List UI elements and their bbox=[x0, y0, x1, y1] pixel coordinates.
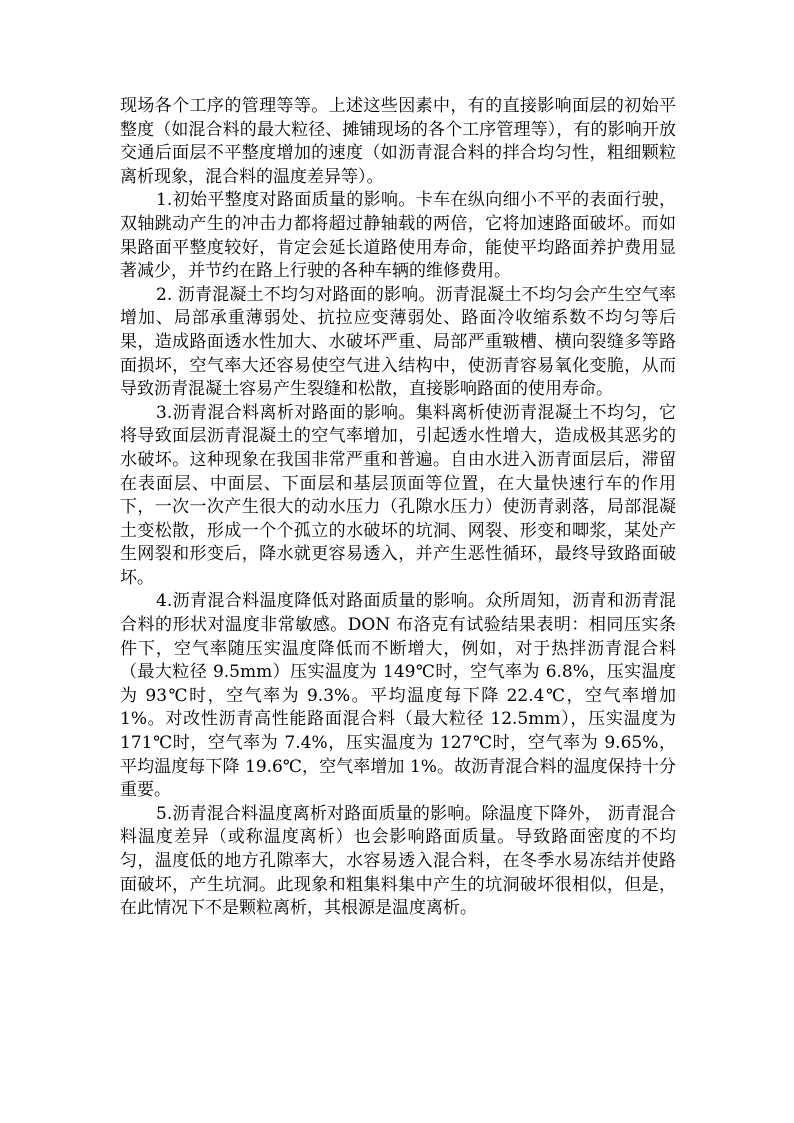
paragraph-continuation: 现场各个工序的管理等等。上述这些因素中，有的直接影响面层的初始平整度（如混合料的最大粒径、摊铺现场的各个工序管理等），有的影响开放交通后面层不平整度增加的速度（如沥青混合料的拌合均匀性，粗细颗粒离析现象，混合料的温度差异等）。 bbox=[120, 96, 676, 187]
paragraph-initial-smoothness: 1.初始平整度对路面质量的影响。卡车在纵向细小不平的表面行驶，双轴跳动产生的冲击力都将超过静轴载的两倍，它将加速路面破坏。而如果路面平整度较好，肯定会延长道路使用寿命，能使平均路面养护费用显著减少，并节约在路上行驶的各种车辆的维修费用。 bbox=[120, 190, 676, 282]
paragraph-mix-segregation: 3.沥青混合料离析对路面的影响。集料离析使沥青混凝土不均匀，它将导致面层沥青混凝土的空气率增加，引起透水性增大，造成极其恶劣的水破坏。这种现象在我国非常严重和普遍。自由水进入沥青面层后，滞留在表面层、中面层、下面层和基层顶面等位置，在大量快速行车的作用下，一次一次产生很大的动水压力（孔隙水压力）使沥青剥落，局部混凝土变松散，形成一个个孤立的水破坏的坑洞、网裂、形变和唧浆，某处产生网裂和形变后，降水就更容易透入，并产生恶性循环，最终导致路面破坏。 bbox=[120, 402, 676, 588]
paragraph-temperature-segregation: 5.沥青混合料温度离析对路面质量的影响。除温度下降外， 沥青混合料温度差异（或称温度离析）也会影响路面质量。导致路面密度的不均匀，温度低的地方孔隙率大，水容易透入混合料，在冬季水易冻结并使路面破坏，产生坑洞。此现象和粗集料集中产生的坑洞破坏很相似，但是，在此情况下不是颗粒离析，其根源是温度离析。 bbox=[120, 803, 676, 919]
paragraph-temperature-drop: 4.沥青混合料温度降低对路面质量的影响。众所周知，沥青和沥青混合料的形状对温度非常敏感。DON 布洛克有试验结果表明：相同压实条件下，空气率随压实温度降低而不断增大，例如，对于热拌沥青混合料（最大粒径 9.5mm）压实温度为 149℃时，空气率为 6.8%，压实温度为 93℃时，空气率为 9.3%。平均温度每下降 22.4℃，空气率增加 1%。对改性沥青高性能路面混合料（最大粒径 12.5mm），压实温度为 171℃时，空气率为 7.4%，压实温度为 127℃时，空气率为 9.65%，平均温度每下降 19.6℃，空气率增加 1%。故沥青混合料的温度保持十分重要。 bbox=[120, 591, 676, 801]
document-body bbox=[120, 95, 676, 921]
paragraph-asphalt-nonuniformity: 2. 沥青混凝土不均匀对路面的影响。沥青混凝土不均匀会产生空气率增加、局部承重薄弱处、抗拉应变薄弱处、路面冷收缩系数不均匀等后果，造成路面透水性加大、水破坏严重、局部严重皲槽、横向裂缝多等路面损坏，空气率大还容易使空气进入结构中，使沥青容易氧化变脆，从而导致沥青混凝土容易产生裂缝和松散，直接影响路面的使用寿命。 bbox=[120, 284, 676, 400]
